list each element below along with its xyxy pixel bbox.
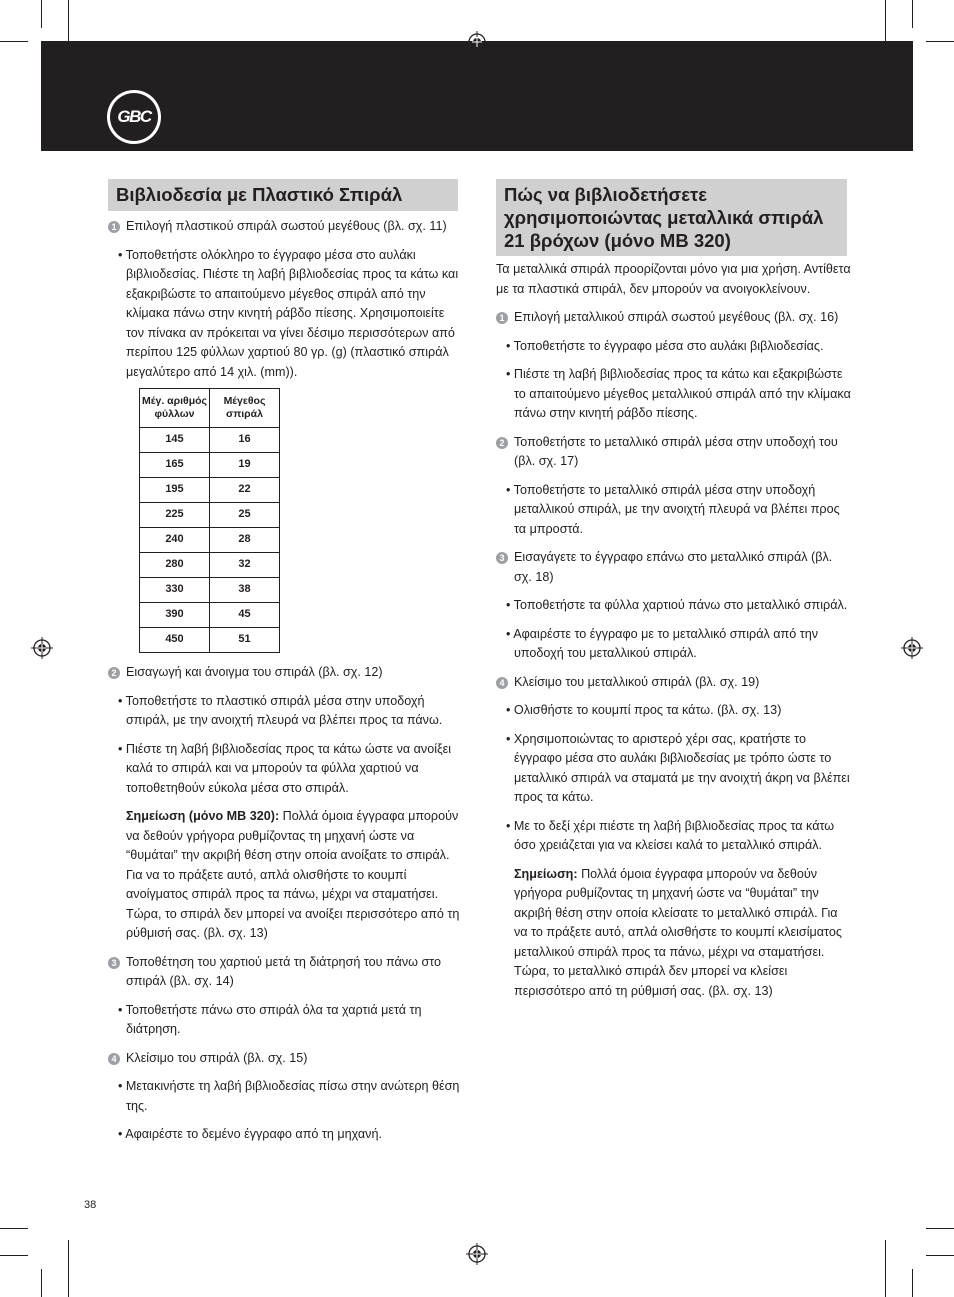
step-title: Εισαγωγή και άνοιγμα του σπιράλ (βλ. σχ. 12) [126, 665, 383, 679]
step-2 [496, 433, 852, 472]
crop-mark [912, 0, 913, 28]
step-1 [108, 217, 460, 237]
crop-mark [41, 1269, 42, 1297]
crop-mark [926, 1255, 954, 1256]
table-cell: 165 [140, 453, 210, 478]
table-cell: 240 [140, 528, 210, 553]
table-cell: 390 [140, 603, 210, 628]
section-heading-metal: Πώς να βιβλιοδετήσετε χρησιμοποιώντας μεταλλικά σπιράλ 21 βρόχων (μόνο MB 320) [496, 179, 847, 256]
note-label: Σημείωση (μόνο MB 320): [126, 809, 280, 823]
step-4 [108, 1049, 460, 1069]
crop-mark [912, 1269, 913, 1297]
step-number-badge: 3 [496, 552, 508, 564]
step-title: Επιλογή πλαστικού σπιράλ σωστού μεγέθους (βλ. σχ. 11) [126, 219, 447, 233]
table-cell: 280 [140, 553, 210, 578]
table-row [140, 578, 280, 603]
bullet-text: • Τοποθετήστε το πλαστικό σπιράλ μέσα στην υποδοχή σπιράλ, με την ανοιχτή πλευρά να βλέπει προς τα πάνω. [118, 693, 443, 727]
table-cell: 450 [140, 628, 210, 653]
crop-mark [0, 41, 28, 42]
step-number-badge: 3 [108, 957, 120, 969]
crop-mark [885, 1240, 886, 1297]
step-2 [108, 663, 460, 683]
crop-mark [0, 1228, 28, 1229]
step-4 [496, 673, 852, 693]
table-cell: 32 [210, 553, 280, 578]
table-row [140, 603, 280, 628]
step-number-badge: 2 [108, 667, 120, 679]
table-cell: 28 [210, 528, 280, 553]
table-row [140, 478, 280, 503]
bullet-text: • Τοποθετήστε το έγγραφο μέσα στο αυλάκι βιβλιοδεσίας. [506, 338, 824, 353]
step-title: Κλείσιμο του σπιράλ (βλ. σχ. 15) [126, 1050, 308, 1065]
gbc-logo [107, 90, 161, 144]
registration-mark-icon [901, 637, 923, 659]
table-row [140, 453, 280, 478]
table-cell: 225 [140, 503, 210, 528]
step-number-badge: 2 [496, 437, 508, 449]
bullet-text: • Ολισθήστε το κουμπί προς τα κάτω. (βλ. σχ. 13) [506, 703, 782, 717]
step-title: Εισαγάγετε το έγγραφο επάνω στο μεταλλικό σπιράλ (βλ. σχ. 18) [514, 550, 833, 584]
table-cell: 195 [140, 478, 210, 503]
table-cell: 51 [210, 628, 280, 653]
bullet-text: • Μετακινήστε τη λαβή βιβλιοδεσίας πίσω στην ανώτερη θέση της. [118, 1079, 460, 1113]
bullet-text: • Τοποθετήστε τα φύλλα χαρτιού πάνω στο μεταλλικό σπιράλ. [506, 598, 848, 612]
registration-mark-icon [466, 1243, 488, 1265]
note-text [496, 865, 852, 1002]
table-cell: 38 [210, 578, 280, 603]
note-text [108, 807, 460, 944]
crop-mark [926, 41, 954, 42]
step-title: Επιλογή μεταλλικού σπιράλ σωστού μεγέθους (βλ. σχ. 16) [514, 310, 839, 324]
bullet-text: • Αφαιρέστε το δεμένο έγγραφο από τη μηχανή. [118, 1127, 382, 1141]
logo-text: GBC [110, 93, 158, 141]
crop-mark [0, 1255, 28, 1256]
right-column [496, 260, 852, 1001]
step-number-badge: 1 [496, 312, 508, 324]
table-cell: 16 [210, 428, 280, 453]
step-number-badge: 4 [108, 1053, 120, 1065]
bullet-text: • Τοποθετήστε πάνω στο σπιράλ όλα τα χαρτιά μετά τη διάτρηση. [118, 1002, 422, 1036]
step-title: Τοποθέτηση του χαρτιού μετά τη διάτρησή του πάνω στο σπιράλ (βλ. σχ. 14) [126, 954, 442, 988]
bullet-text: • Πιέστε τη λαβή βιβλιοδεσίας προς τα κάτω ώστε να ανοίξει καλά το σπιράλ και να μπορούν τα φύλλα χαρτιού να τοποθετηθούν εύκολα μέσα στο σπιράλ. [118, 741, 452, 795]
step-number-badge: 4 [496, 677, 508, 689]
registration-mark-icon [466, 31, 488, 53]
table-cell: 25 [210, 503, 280, 528]
bullet-text: • Χρησιμοποιώντας το αριστερό χέρι σας, κρατήστε το έγγραφο μέσα στο αυλάκι βιβλιοδεσίας με τρόπο ώστε το μεταλλικό σπιράλ να σταματά με την ανοιχτή άκρη να βλέπει προς τα κάτω. [506, 731, 850, 804]
note-body: Πολλά όμοια έγγραφα μπορούν να δεθούν γρήγορα ρυθμίζοντας τη μηχανή ώστε να “θυμάται” την ακριβή θέση στην οποία ανοίξατε το σπιράλ. Για να το πράξετε αυτό, απλά ολισθήστε το κουμπί ανοίγματος σπιράλ προς τα πάνω, μέχρι να σταματήσει. Τώρα, το σπιράλ δεν μπορεί να ανοίξει περισσότερο από τη ρύθμισή σας. (βλ. σχ. 13) [126, 809, 460, 940]
bullet-text: • Τοποθετήστε ολόκληρο το έγγραφο μέσα στο αυλάκι βιβλιοδεσίας. Πιέστε τη λαβή βιβλιοδεσίας προς τα κάτω και εξακριβώστε το απαιτούμενο μέγεθος σπιράλ από την κλίμακα πάνω στην κινητή ράβδο πίεσης. Χρησιμοποιείτε τον πίνακα αν πρόκειται να γίνει δέσιμο περισσότερων από περίπου 125 φύλλων χαρτιού 80 γρ. (g) (πλαστικό σπιράλ μεγαλύτερο από 14 χιλ. (mm)). [118, 247, 459, 379]
spiral-size-table [139, 388, 280, 653]
table-header: Μέγεθος σπιράλ [210, 389, 280, 428]
left-column [108, 217, 460, 1145]
header-band [41, 41, 913, 151]
crop-mark [68, 1240, 69, 1297]
step-1 [496, 308, 852, 328]
note-label: Σημείωση: [514, 866, 578, 881]
intro-text: Τα μεταλλικά σπιράλ προορίζονται μόνο για μια χρήση. Αντίθετα με τα πλαστικά σπιράλ, δεν μπορούν να ανοιγοκλείνουν. [496, 262, 851, 296]
table-row [140, 503, 280, 528]
table-cell: 145 [140, 428, 210, 453]
table-cell: 330 [140, 578, 210, 603]
table-row [140, 553, 280, 578]
crop-mark [926, 1228, 954, 1229]
step-3 [108, 953, 460, 992]
bullet-text: • Τοποθετήστε το μεταλλικό σπιράλ μέσα στην υποδοχή μεταλλικού σπιράλ, με την ανοιχτή πλευρά να βλέπει προς τα μπροστά. [506, 482, 840, 536]
table-cell: 19 [210, 453, 280, 478]
bullet-text: • Με το δεξί χέρι πιέστε τη λαβή βιβλιοδεσίας προς τα κάτω όσο χρειάζεται για να κλείσει καλά το μεταλλικό σπιράλ. [506, 818, 835, 852]
table-cell: 45 [210, 603, 280, 628]
table-row [140, 528, 280, 553]
table-cell: 22 [210, 478, 280, 503]
section-heading-plastic: Βιβλιοδεσία με Πλαστικό Σπιράλ [108, 179, 458, 211]
page-number: 38 [84, 1199, 97, 1211]
bullet-text: • Αφαιρέστε το έγγραφο με το μεταλλικό σπιράλ από την υποδοχή του μεταλλικού σπιράλ. [506, 626, 819, 660]
step-title: Τοποθετήστε το μεταλλικό σπιράλ μέσα στην υποδοχή του (βλ. σχ. 17) [514, 434, 838, 468]
table-header: Μέγ. αριθμός φύλλων [140, 389, 210, 428]
note-body: Πολλά όμοια έγγραφα μπορούν να δεθούν γρήγορα ρυθμίζοντας τη μηχανή ώστε να “θυμάται” την ακριβή θέση στην οποία κλείσατε το μεταλλικό σπιράλ. Για να το πράξετε αυτό, απλά ολισθήστε το κουμπί κλεισίματος μεταλλικού σπιράλ προς τα πάνω, μέχρι να σταματήσει. Τώρα, το μεταλλικό σπιράλ δεν μπορεί να κλείσει περισσότερο από τη ρύθμισή σας. (βλ. σχ. 13) [514, 866, 842, 998]
crop-mark [41, 0, 42, 28]
step-title: Κλείσιμο του μεταλλικού σπιράλ (βλ. σχ. 19) [514, 674, 760, 689]
bullet-text: • Πιέστε τη λαβή βιβλιοδεσίας προς τα κάτω και εξακριβώστε το απαιτούμενο μέγεθος μεταλλικού σπιράλ από την κλίμακα πάνω στην κινητή ράβδο πίεσης. [506, 367, 851, 420]
step-number-badge: 1 [108, 221, 120, 233]
step-3 [496, 548, 852, 587]
table-row [140, 628, 280, 653]
registration-mark-icon [31, 637, 53, 659]
table-row [140, 428, 280, 453]
